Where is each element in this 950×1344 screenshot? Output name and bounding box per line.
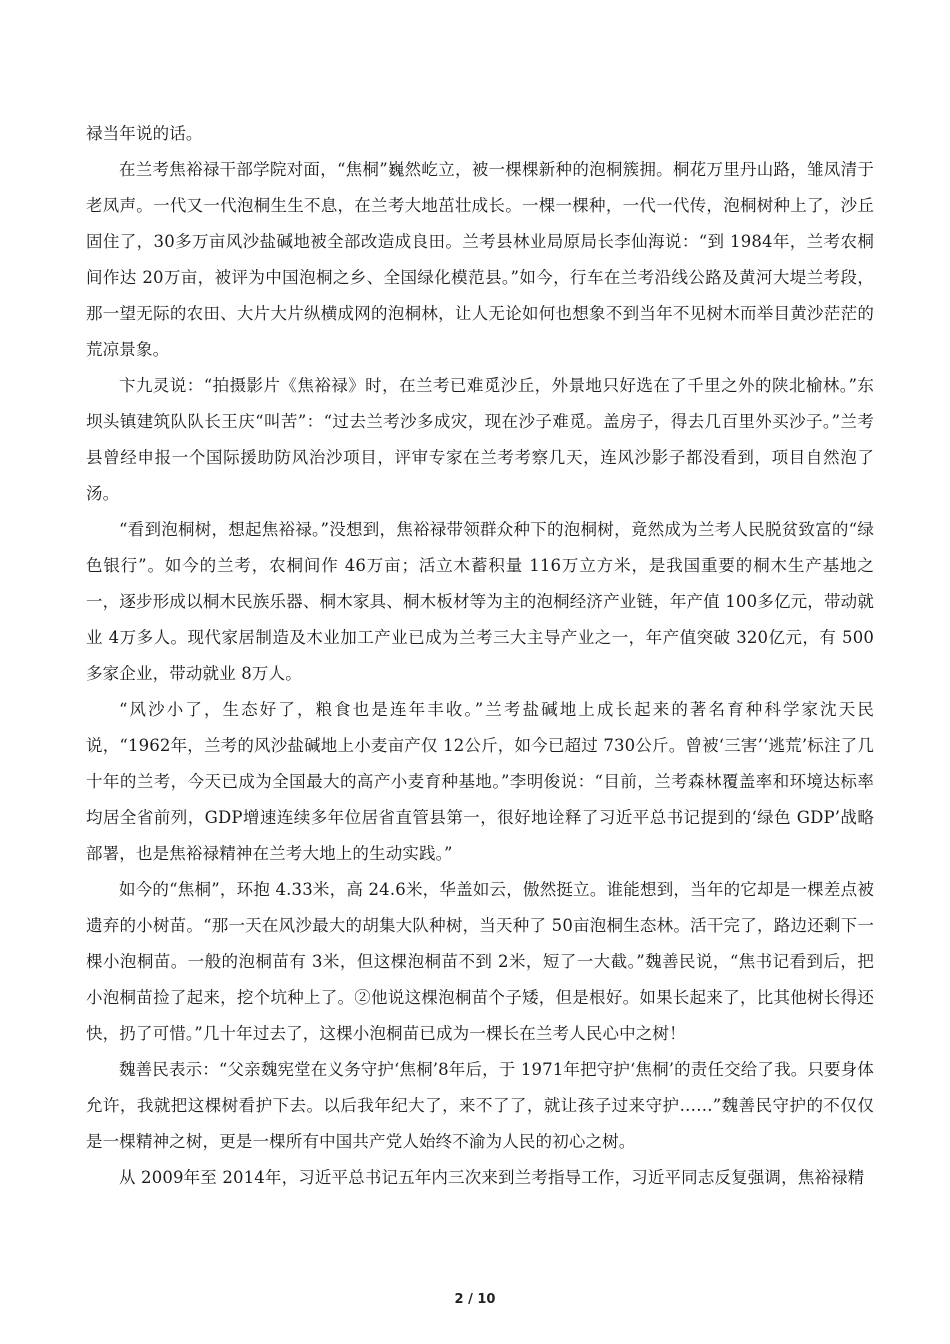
paragraph: 在兰考焦裕禄干部学院对面，“焦桐”巍然屹立，被一棵棵新种的泡桐簇拥。桐花万里丹山路，雏凤清于老凤声。一代又一代泡桐生生不息，在兰考大地茁壮成长。一棵一棵种，一代一代传，泡桐树种上了，沙丘固住了，30多万亩风沙盐碱地被全部改造成良田。兰考县林业局原局长李仙海说：“到 1984年，兰考农桐间作达 20万亩，被评为中国泡桐之乡、全国绿化模范县。”如今，行车在兰考沿线公路及黄河大堤兰考段，那一望无际的农田、大片大片纵横成网的泡桐林，让人无论如何也想象不到当年不见树木而举目黄沙茫茫的荒凉景象。 xyxy=(86,160,874,359)
paragraph: “风沙小了，生态好了，粮食也是连年丰收。”兰考盐碱地上成长起来的著名育种科学家沈天民说，“1962年，兰考的风沙盐碱地上小麦亩产仅 12公斤，如今已超过 730公斤。曾被‘三害’‘逃荒’标注了几十年的兰考，今天已成为全国最大的高产小麦育种基地。”李明俊说：“目前，兰考森林覆盖率和环境达标率均居全省前列，GDP增速连续多年位居省直管县第一，很好地诠释了习近平总书记提到的‘绿色 GDP’战略部署，也是焦裕禄精神在兰考大地上的生动实践。” xyxy=(86,700,874,863)
paragraph: 从 2009年至 2014年，习近平总书记五年内三次来到兰考指导工作，习近平同志反复强调，焦裕禄精 xyxy=(119,1168,865,1187)
paragraph: 禄当年说的话。 xyxy=(86,124,203,143)
page-number: 2 / 10 xyxy=(454,1292,496,1307)
paragraph: 卞九灵说：“拍摄影片《焦裕禄》时，在兰考已难觅沙丘，外景地只好选在了千里之外的陕北榆林。”东坝头镇建筑队队长王庆“叫苦”：“过去兰考沙多成灾，现在沙子难觅。盖房子，得去几百里外买沙子。”兰考县曾经申报一个国际援助防风治沙项目，评审专家在兰考考察几天，连风沙影子都没看到，项目自然泡了汤。 xyxy=(86,376,874,503)
paragraph: 魏善民表示：“父亲魏宪堂在义务守护‘焦桐’8年后，于 1971年把守护‘焦桐’的责任交给了我。只要身体允许，我就把这棵树看护下去。以后我年纪大了，来不了了，就让孩子过来守护……”魏善民守护的不仅仅是一棵精神之树，更是一棵所有中国共产党人始终不渝为人民的初心之树。 xyxy=(86,1060,874,1151)
paragraph: 如今的“焦桐”，环抱 4.33米，高 24.6米，华盖如云，傲然挺立。谁能想到，当年的它却是一棵差点被遗弃的小树苗。“那一天在风沙最大的胡集大队种树，当天种了 50亩泡桐生态林。活干完了，路边还剩下一棵小泡桐苗。一般的泡桐苗有 3米，但这棵泡桐苗不到 2米，短了一大截。”魏善民说，“焦书记看到后，把小泡桐苗捡了起来，挖个坑种上了。②他说这棵泡桐苗个子矮，但是根好。如果长起来了，比其他树长得还快，扔了可惜。”几十年过去了，这棵小泡桐苗已成为一棵长在兰考人民心中之树！ xyxy=(86,880,874,1043)
article-body xyxy=(86,116,874,1196)
paragraph: “看到泡桐树，想起焦裕禄。”没想到，焦裕禄带领群众种下的泡桐树，竟然成为兰考人民脱贫致富的“绿色银行”。如今的兰考，农桐间作 46万亩；活立木蓄积量 116万立方米，是我国重要的桐木生产基地之一，逐步形成以桐木民族乐器、桐木家具、桐木板材等为主的泡桐经济产业链，年产值 100多亿元，带动就业 4万多人。现代家居制造及木业加工产业已成为兰考三大主导产业之一，年产值突破 320亿元，有 500多家企业，带动就业 8万人。 xyxy=(86,520,874,683)
